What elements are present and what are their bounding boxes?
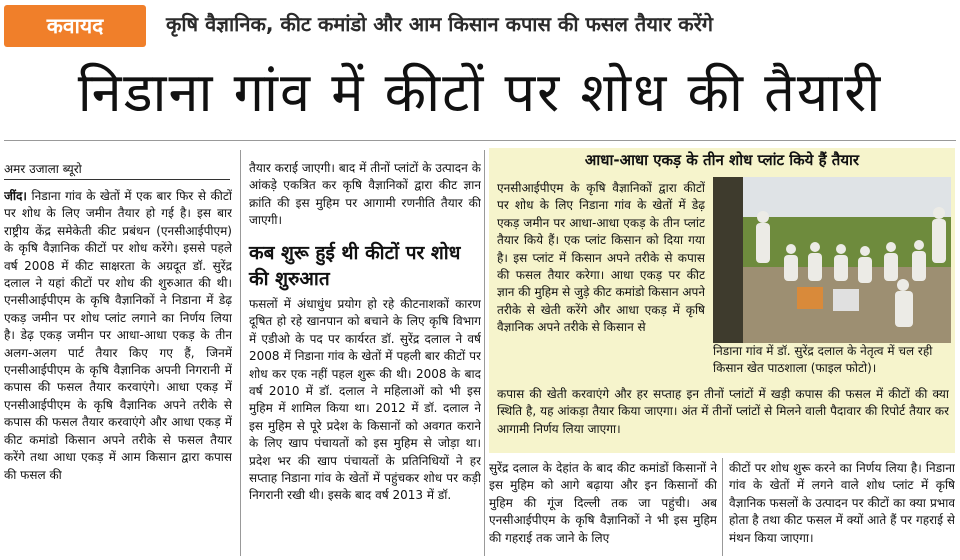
column-3 xyxy=(489,460,717,558)
headline-divider xyxy=(4,140,956,141)
sidebar-wide-text: कपास की खेती करवाएंगे और हर सप्ताह इन तीनों प्लांटों में खड़ी कपास की फसल में कीटों की क्या स्थिति है, यह आंकड़ा तैयार किया जाएगा। अंत में तीनों प्लांटों से मिलने वाली पैदावार की रिपोर्ट तैयार कर आगामी निर्णय लिया जाएगा। xyxy=(497,387,949,436)
column-2-body xyxy=(249,296,481,558)
column-3-text: सुरेंद्र दलाल के देहांत के बाद कीट कमांडों किसानों ने इस मुहिम को आगे बढ़ाया और इन किसानों की मुहिम की गूंज दिल्ली तक जा पहुंची। अब एनसीआईपीएम के कृषि वैज्ञानिकों ने भी इस मुहिम की गहराई तक जाने के लिए xyxy=(489,461,717,545)
sidebar-title: आधा-आधा एकड़ के तीन शोध प्लांट किये हैं तैयार xyxy=(584,151,860,169)
subheading: कब शुरू हुई थी कीटों पर शोध की शुरुआत xyxy=(249,242,461,290)
column-divider-2 xyxy=(484,150,485,556)
dateline: जींद। xyxy=(4,189,27,203)
sidebar-wide-text-block xyxy=(497,386,949,450)
photo-illustration xyxy=(713,177,951,343)
main-headline: निडाना गांव में कीटों पर शोध की तैयारी xyxy=(77,61,883,124)
column-1-text: निडाना गांव के खेतों में एक बार फिर से कीटों पर शोध के लिए जमीन तैयार हो गई है। इस बार राष्ट्रीय केंद्र समेकेती कीट प्रबंधन (एनसीआईपीएम) के कृषि वैज्ञानिक कीटों पर शोध करेंगे। इससे पहले वर्ष 2008 में कीट साक्षरता के अग्रदूत डॉ. सुरेंद्र दलाल ने यहां कीटों पर शोध की शुरुआत की थी। एनसीआईपीएम के कृषि वैज्ञानिकों ने निडाना में डेढ़ एकड़ जमीन पर शोध प्लांट लगाने का निर्णय लिया है। डेढ़ एकड़ जमीन पर आधा-आधा एकड़ के तीन अलग-अलग पार्ट तैयार किए गए हैं, जिनमें एनसीआईपीएम के कृषि वैज्ञानिक अपनी निगरानी में कपास की फसल तैयार करवाएंगे। आधा एकड़ में एनसीआईपीएम के कृषि वैज्ञानिक अपने तरीके से कपास की फसल तैयार करवाएंगे और आधा एकड़ में कीट कमांडो किसान अपने तरीके से फसल तैयार करेंगे तथा आधा एकड़ में आम किसान द्वारा कपास की फसल की xyxy=(4,189,232,482)
photo-caption: निडाना गांव में डॉ. सुरेंद्र दलाल के नेतृत्व में चल रही किसान खेत पाठशाला (फाइल फोटो)। xyxy=(713,344,933,375)
column-divider-1 xyxy=(240,150,241,556)
column-4-text: कीटों पर शोध शुरू करने का निर्णय लिया है। निडाना गांव के खेतों में लगने वाले शोध प्लांट में कृषि वैज्ञानिक फसलों के उत्पादन पर कीटों का क्या प्रभाव होता है तथा कीट फसल में क्यों आते हैं पर गहराई से मंथन किया जाएगा। xyxy=(729,461,955,545)
kicker-headline: कृषि वैज्ञानिक, कीट कमांडो और आम किसान कपास की फसल तैयार करेंगे xyxy=(166,12,714,36)
sidebar-text-column xyxy=(497,180,705,386)
sidebar-text: एनसीआईपीएम के कृषि वैज्ञानिकों द्वारा कीटों पर शोध के लिए निडाना गांव के खेतों में डेढ़ एकड़ जमीन पर आधा-आधा एकड़ के तीन प्लांट तैयार किये हैं। एक प्लांट किसान को दिया गया है। इस प्लांट में किसान अपने तरीके से कपास की फसल तैयार करेगा। आधा एकड़ पर कीट ज्ञान की मुहिम से जुड़े कीट कमांडो किसान अपने तरीके से खेती करेंगे और आधा एकड़ में कृषि वैज्ञानिक अपने तरीके से किसान से xyxy=(497,181,705,335)
column-1 xyxy=(4,188,232,558)
section-tag: कवायद xyxy=(4,5,146,47)
column-2-top-text: तैयार कराई जाएगी। बाद में तीनों प्लांटों के उत्पादन के आंकड़े एकत्रित कर कृषि वैज्ञानिकों द्वारा कीट ज्ञान क्रांति की इस मुहिम पर आगामी रणनीति तैयार की जाएगी। xyxy=(249,161,481,228)
column-2-body-text: फसलों में अंधाधुंध प्रयोग हो रहे कीटनाशकों कारण दूषित हो रहे खानपान को बचाने के लिए कृषि विभाग में एडीओ के पद पर कार्यरत डॉ. सुरेंद्र दलाल ने वर्ष 2008 में निडाना गांव के खेतों में पहली बार कीटों पर शोध कर एक नहीं पहल शुरू की थी। 2008 के बाद वर्ष 2010 में डॉ. दलाल ने महिलाओं को भी इस मुहिम में शामिल किया था। 2012 में डॉ. दलाल ने इस मुहिम से पूरे प्रदेश के किसानों को अवगत कराने के लिए खाप पंचायतों को इस मुहिम से जोड़ा था। प्रदेश भर की खाप पंचायतों के प्रतिनिधियों ने हर सप्ताह निडाना गांव के खेतों में पहुंचकर शोध पर कड़ी निगरानी रखी थी। इसके बाद वर्ष 2013 में डॉ. xyxy=(249,297,481,503)
column-2-top xyxy=(249,160,481,238)
column-4 xyxy=(729,460,955,558)
farmers-meeting-photo xyxy=(713,177,951,343)
byline: अमर उजाला ब्यूरो xyxy=(4,160,230,180)
column-divider-3 xyxy=(722,458,723,556)
